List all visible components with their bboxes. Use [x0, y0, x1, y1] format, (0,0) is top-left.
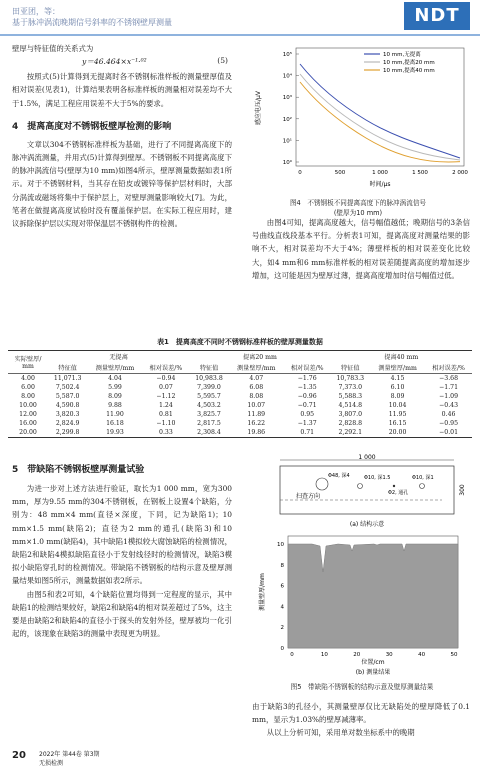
y-axis-label: 测量壁厚/mm: [259, 573, 266, 611]
page-number: 20: [12, 750, 26, 761]
journal-issue: 2022年 第44卷 第3期: [39, 751, 100, 758]
table-header-cell: 特征值: [341, 365, 360, 372]
y-tick-label: 10: [277, 542, 284, 548]
table-row: [8, 419, 472, 428]
table-cell: 8.08: [249, 393, 264, 400]
table-cell: 20.00: [388, 429, 407, 436]
table-cell: 7,373.0: [338, 384, 363, 391]
y-tick-label: 10¹: [282, 138, 292, 145]
paragraph: 由于缺陷3的孔径小，其测量壁厚仅比无缺陷处的壁厚降低了0.1 mm，显示为1.03%的壁厚减薄率。: [252, 702, 470, 725]
running-header: [12, 6, 172, 28]
table-cell: 16.22: [247, 420, 266, 427]
table-cell: −0.71: [297, 402, 317, 409]
table-cell: 0.71: [300, 429, 315, 436]
table-cell: 3,807.0: [338, 411, 363, 418]
table-cell: 2,292.1: [338, 429, 363, 436]
figure-4-plot: [246, 40, 470, 190]
table-cell: 4,503.2: [197, 402, 221, 409]
table-cell: 6.00: [21, 384, 35, 391]
table-cell: 8.00: [21, 393, 35, 400]
table-cell: 4.15: [390, 375, 405, 382]
x-tick-label: 1 500: [412, 170, 428, 176]
table-cell: 2,299.8: [55, 429, 80, 436]
y-tick-label: 6: [280, 583, 284, 590]
defect-label: Φ10, 深1.5: [364, 475, 391, 481]
table-row: [8, 428, 472, 438]
x-tick-label: 20: [353, 652, 361, 658]
section-heading-5: 5 带缺陷不锈钢板壁厚测量试验: [12, 465, 145, 475]
table-cell: 0.81: [159, 411, 173, 418]
table-cell: 10,983.8: [195, 375, 223, 382]
table-cell: 19.93: [106, 429, 124, 436]
table-cell: 5,587.0: [55, 393, 80, 400]
journal-logo: NDT: [404, 2, 470, 30]
scan-direction-label: 扫查方向: [296, 493, 321, 500]
header-text: 实际壁厚/: [14, 356, 42, 363]
defect-4: [420, 484, 425, 489]
table-cell: 7,399.0: [197, 384, 221, 391]
table-1-body: [8, 374, 472, 438]
width-dimension: 300: [459, 484, 466, 496]
table-cell: −1.37: [297, 420, 317, 427]
figure-4: [246, 40, 470, 217]
y-axis-label: 感应电压/μV: [255, 91, 262, 125]
y-tick-label: 10⁰: [282, 160, 292, 166]
table-cell: 11.89: [247, 411, 266, 418]
figure-5-graphic: [252, 454, 472, 676]
x-tick-label: 0: [290, 652, 294, 658]
table-cell: 6.08: [249, 384, 264, 391]
table-cell: 2,308.4: [197, 429, 221, 436]
table-cell: −1.71: [439, 384, 459, 391]
plot-frame: [296, 48, 464, 166]
table-cell: 8.09: [108, 393, 122, 400]
x-tick-label: 500: [334, 170, 346, 176]
table-cell: 10.04: [388, 402, 407, 409]
header-text: mm: [22, 363, 34, 370]
table-cell: 16.00: [19, 420, 37, 427]
x-tick-label: 50: [450, 652, 458, 658]
page-footer: [12, 750, 100, 769]
table-1-title: 表1 提离高度不同时不锈钢标准样板的壁厚测量数据: [157, 338, 323, 346]
defect-2: [358, 484, 363, 489]
table-cell: 4.07: [249, 375, 264, 382]
table-header-cell: 测量壁厚/mm: [236, 365, 276, 372]
legend-label: 10 mm,无提离: [383, 52, 421, 58]
defect-label: Φ48, 深4: [328, 473, 350, 479]
thickness-profile: [288, 544, 458, 648]
paragraph: 壁厚与特征值的关系式为: [12, 44, 94, 53]
table-cell: 11,071.3: [53, 375, 82, 382]
table-cell: 0.46: [441, 411, 456, 418]
y-tick-label: 8: [280, 562, 284, 569]
table-cell: 5,588.3: [338, 393, 363, 400]
x-tick-label: 0: [298, 170, 302, 176]
paragraph: 由图4可知，提离高度越大，信号幅值越低；晚期信号的3条信号曲线直线段基本平行。分析表1可知，提离高度对测量结果的影响不大，相对误差均不大于4%；薄壁样板的相对误差变化比较大，如4 mm和6 mm标准样板的相对误差随提离高度的增加逐步增加，这可能是因为壁厚过薄，提离高度增加时信号幅值过低。: [252, 218, 470, 280]
x-tick-label: 10: [320, 652, 328, 658]
table-cell: 5.99: [108, 384, 122, 391]
y-tick-label: 4: [280, 604, 284, 611]
x-axis-label: 位置/cm: [361, 659, 385, 666]
table-cell: 1.24: [159, 402, 173, 409]
y-tick-label: 2: [280, 625, 284, 632]
table-cell: 0.33: [159, 429, 173, 436]
figure-4-caption-sub: (壁厚为10 mm): [333, 209, 383, 217]
table-cell: 2,817.5: [197, 420, 221, 427]
table-cell: 5,595.7: [197, 393, 221, 400]
figure-4-caption: 图4 不锈钢板不同提离高度下的脉冲涡流信号: [289, 199, 427, 207]
table-header-cell: 测量壁厚/mm: [378, 365, 417, 372]
x-ticks: [298, 170, 468, 176]
legend: [364, 50, 435, 74]
legend-label: 10 mm,提离40 mm: [383, 68, 435, 74]
left-column-upper: [12, 42, 232, 230]
y-ticks: [277, 542, 285, 652]
table-cell: −1.09: [439, 393, 459, 400]
table-group-header: 提离20 mm: [242, 354, 277, 361]
table-cell: 19.86: [247, 429, 266, 436]
equation-5: [12, 55, 232, 70]
section-heading-4: 4 提离高度对不锈钢板壁厚检测的影响: [12, 121, 172, 132]
y-tick-label: 10²: [282, 116, 292, 123]
defect-1: [316, 478, 328, 490]
subfigure-b-label: (b) 测量结果: [355, 669, 391, 676]
table-1-grid: [8, 350, 472, 438]
table-cell: −1.76: [297, 375, 317, 382]
table-cell: 2,828.8: [338, 420, 363, 427]
table-cell: 0.07: [159, 384, 173, 391]
table-row: [8, 410, 472, 419]
table-cell: 10.07: [247, 402, 266, 409]
table-cell: 11.90: [106, 411, 124, 418]
right-column-lower: [252, 700, 470, 740]
header-rule: [0, 34, 480, 36]
table-header-cell: 特征值: [199, 365, 219, 372]
signal-curve: [300, 74, 460, 160]
defect-label: Φ10, 深1: [412, 475, 434, 481]
table-cell: 20.00: [19, 429, 37, 436]
y-tick-label: 10⁵: [282, 52, 292, 58]
paragraph: 文章以304不锈钢标准样板为基础，进行了不同提离高度下的脉冲涡流测量，并用式(5)计算得到壁厚。不锈钢板不同提离高度下的脉冲涡流信号(壁厚为10 mm)如图4所示，壁厚测量数据如表1所示。对于不锈钢材料，当其存在铅皮或镀锌等保护层材料时，大部分涡流或磁场将集中于保护层上，对壁厚测量影响较大[7]。为此，笔者在做提离高度试验时没有覆盖保护层。在实际工程应用时，建议拆除保护层以实现对带保温层不锈钢构件的检测。: [12, 139, 232, 229]
header-title: 基于脉冲涡流晚期信号斜率的不锈钢壁厚测量: [12, 18, 172, 27]
table-cell: 12.00: [19, 411, 37, 418]
table-cell: −0.95: [439, 420, 459, 427]
header-authors: 田亚团，等：: [12, 7, 60, 16]
table-header-cell: 特征值: [58, 365, 77, 372]
table-cell: 9.88: [108, 402, 122, 409]
defect-3: [393, 485, 395, 487]
table-cell: −1.35: [297, 384, 317, 391]
length-dimension: 1 000: [358, 454, 376, 461]
table-cell: −3.68: [439, 375, 459, 382]
paragraph: 由图5和表2可知，4个缺陷位置均得到一定程度的显示，其中缺陷1的检测结果较好，缺陷2和缺陷4的相对误差超过了5%，这主要是由缺陷2和缺陷4的直径小于探头的发射外径，壁厚被均一化引起的，该现象在缺陷3的测量中表现更为明显。: [12, 589, 232, 639]
subfigure-a-label: (a) 结构示意: [349, 521, 385, 528]
defect-label: Φ2, 通孔: [388, 490, 409, 496]
y-ticks: [283, 51, 299, 166]
table-cell: 6.10: [390, 384, 405, 391]
y-tick-label: 10⁴: [282, 73, 292, 80]
table-cell: −1.12: [156, 393, 176, 400]
table-cell: −0.94: [156, 375, 176, 382]
table-cell: 4.00: [21, 375, 35, 382]
table-cell: −0.43: [439, 402, 459, 409]
table-row: [8, 374, 472, 384]
legend-label: 10 mm,提离20 mm: [383, 60, 435, 66]
table-cell: 4,514.8: [338, 402, 363, 409]
table-cell: 8.09: [390, 393, 405, 400]
plate-outline: [280, 466, 454, 514]
x-tick-label: 30: [385, 652, 393, 658]
equation-number: (5): [217, 56, 228, 66]
table-cell: −0.01: [439, 429, 459, 436]
table-row: [8, 392, 472, 401]
table-header-cell: 相对误差/%: [432, 365, 465, 372]
table-cell: 10,783.3: [336, 375, 365, 382]
table-cell: 16.15: [388, 420, 407, 427]
table-cell: 4,590.8: [55, 402, 80, 409]
table-cell: −1.10: [156, 420, 176, 427]
table-cell: −0.96: [297, 393, 317, 400]
signal-curve: [300, 64, 460, 158]
y-tick-label: 10³: [282, 95, 292, 102]
table-cell: 16.18: [106, 420, 124, 427]
table-cell: 2,824.9: [55, 420, 80, 427]
table-header-cell: 相对误差/%: [290, 365, 324, 372]
table-group-header: 提离40 mm: [384, 354, 419, 361]
left-column-lower: [12, 462, 232, 640]
paragraph: 按照式(5)计算得到无提离时各不锈钢标准样板的测量壁厚值及相对误差(见表1)，计算结果表明各标准样板的测量相对误差均不大于1.5%，满足工程应用误差不大于5%的要求。: [12, 72, 232, 108]
signal-curves: [300, 64, 460, 162]
table-cell: 10.00: [19, 402, 37, 409]
table-1: [8, 337, 472, 438]
figure-5: [252, 454, 472, 696]
table-row: [8, 401, 472, 410]
right-column-upper: [252, 216, 470, 282]
paragraph: 为进一步对上述方法进行验证，取长为1 000 mm，宽为300 mm，厚为9.55 mm的304不锈钢板，在钢板上设置4个缺陷，分别为：48 mm×4 mm(直径×深度，下同，记为缺陷1)；10 mm×1.5 mm(缺陷2)；直径为2 mm的通孔(缺陷3)和10 mm×1.0 mm(缺陷4)，其中缺陷1模拟较大腐蚀缺陷的检测情况，缺陷2和缺陷4模拟缺陷直径小于发射线径时的检测情况，缺陷3模拟小缺陷穿孔时的检测情况。带缺陷不锈钢板的结构示意及壁厚测量结果如图5所示，测量数据如表2所示。: [12, 484, 232, 586]
table-header-cell: [8, 351, 48, 374]
table-cell: 3,825.7: [197, 411, 221, 418]
journal-name: 无损检测: [39, 760, 64, 767]
table-header-cell: 测量壁厚/mm: [95, 365, 135, 372]
paragraph: 从以上分析可知，采用单对数坐标系中的晚期: [266, 728, 415, 738]
x-axis-label: 时间/μs: [369, 181, 391, 188]
equation-formula: y＝46.464×x⁻¹·⁰²: [82, 57, 147, 67]
table-cell: 11.95: [388, 411, 407, 418]
x-tick-label: 40: [418, 652, 426, 658]
x-tick-label: 2 000: [452, 170, 468, 176]
y-tick-label: 0: [280, 646, 284, 652]
table-row: [8, 383, 472, 392]
table-cell: 3,820.3: [55, 411, 80, 418]
table-header-cell: 相对误差/%: [149, 365, 183, 372]
figure-5-caption: 图5 带缺陷不锈钢板的结构示意及壁厚测量结果: [290, 683, 434, 691]
x-tick-label: 1 000: [372, 170, 388, 176]
table-cell: 4.04: [108, 375, 122, 382]
table-group-header: 无提离: [109, 354, 128, 361]
table-cell: 7,502.4: [55, 384, 80, 391]
x-ticks: [290, 652, 458, 658]
table-cell: 0.95: [300, 411, 315, 418]
